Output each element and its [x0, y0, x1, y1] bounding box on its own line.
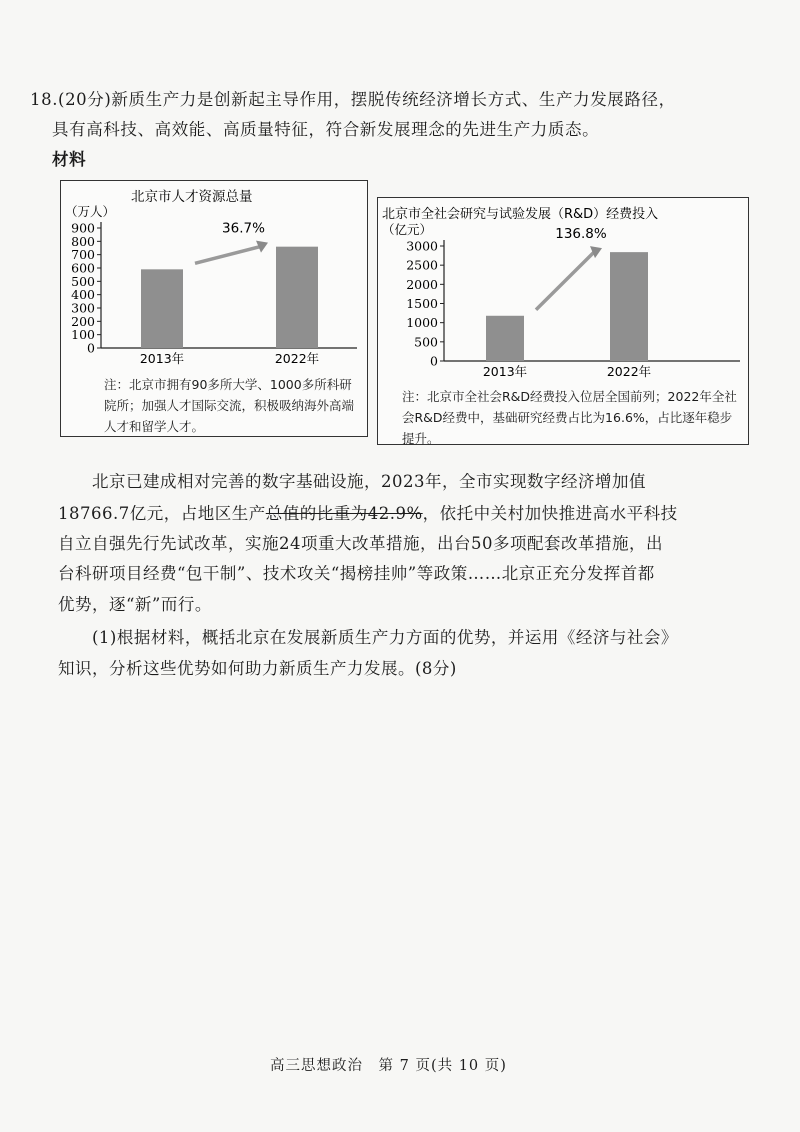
y-tick-label: 500	[414, 334, 438, 350]
y-tick-label: 0	[87, 340, 95, 356]
x-tick-label: 2013年	[482, 364, 528, 379]
y-tick-label: 700	[71, 247, 95, 263]
sub-question-line-2: 知识，分析这些优势如何助力新质生产力发展。(8分)	[58, 659, 457, 678]
y-tick-label: 300	[71, 300, 95, 316]
bar-1	[141, 269, 183, 348]
y-tick-label: 900	[71, 220, 95, 236]
x-tick-label: 2013年	[139, 351, 185, 366]
question-text-1: 18.(20分)新质生产力是创新起主导作用，摆脱传统经济增长方式、生产力发展路径，	[30, 90, 676, 109]
rd-chart-bars	[483, 226, 651, 379]
rd-chart-note: 注：北京市全社会R&D经费投入位居全国前列；2022年全社会R&D经费中，基础研究经费占比为16.6%，占比逐年稳步提升。	[402, 389, 737, 446]
y-tick-label: 100	[71, 327, 95, 343]
material-line-5: 优势，逐“新”而行。	[58, 595, 212, 614]
y-tick-label: 800	[71, 233, 95, 249]
material-heading: 材料	[52, 150, 87, 169]
question-line-2	[52, 116, 599, 140]
y-tick-label: 600	[71, 260, 95, 276]
y-tick-label: 0	[430, 353, 438, 369]
rd-chart-axis	[406, 239, 740, 369]
rd-chart-unit: （亿元）	[382, 222, 433, 237]
rd-chart-title: 北京市全社会研究与试验发展（R&D）经费投入	[382, 207, 659, 222]
question-text-2: 具有高科技、高效能、高质量特征，符合新发展理念的先进生产力质态。	[52, 120, 600, 139]
question-line-1	[30, 86, 676, 110]
material-line-2	[58, 500, 678, 524]
talent-chart-bars	[140, 221, 319, 366]
material-line-2a: 18766.7亿元，占地区生产	[58, 504, 266, 523]
material-line-3: 自立自强先行先试改革，实施24项重大改革措施，出台50多项配套改革措施，出	[58, 534, 663, 553]
bar-2	[610, 252, 648, 361]
y-tick-label: 400	[71, 287, 95, 303]
talent-chart-box	[60, 180, 368, 437]
y-tick-label: 500	[71, 273, 95, 289]
rd-chart-box	[377, 197, 749, 445]
material-line-2b-crossed: 总值的比重为42.9%	[265, 504, 423, 523]
talent-bar-chart	[61, 181, 367, 371]
y-tick-label: 1500	[406, 296, 438, 311]
y-tick-label: 2000	[406, 276, 438, 292]
y-tick-label: 3000	[406, 238, 438, 254]
material-line-2c: ，依托中关村加快推进高水平科技	[422, 504, 678, 523]
talent-chart-unit: （万人）	[65, 204, 116, 219]
x-tick-label: 2022年	[274, 351, 320, 366]
bar-1	[486, 316, 524, 361]
y-tick-label: 1000	[406, 315, 438, 331]
growth-arrow-shaft	[195, 247, 260, 264]
rd-bar-chart	[378, 198, 748, 388]
talent-chart-note: 注：北京市拥有90多所大学、1000多所科研院所；加强人才国际交流，积极吸纳海外高端人才和留学人才。	[104, 377, 355, 434]
bar-2	[276, 247, 318, 348]
talent-chart-title: 北京市人才资源总量	[131, 189, 253, 205]
y-tick-label: 2500	[406, 257, 438, 273]
material-line-4: 台科研项目经费“包干制”、技术攻关“揭榜挂帅”等政策……北京正充分发挥首都	[58, 564, 655, 583]
growth-annotation: 136.8%	[555, 226, 607, 243]
growth-annotation: 36.7%	[222, 220, 265, 237]
sub-question-line-1: (1)根据材料，概括北京在发展新质生产力方面的优势，并运用《经济与社会》	[92, 628, 678, 647]
growth-arrow-shaft	[536, 252, 594, 310]
y-tick-label: 200	[71, 313, 95, 329]
x-tick-label: 2022年	[606, 364, 652, 379]
page-footer: 高三思想政治 第 7 页(共 10 页)	[270, 1058, 507, 1074]
material-line-1: 北京已建成相对完善的数字基础设施，2023年，全市实现数字经济增加值	[92, 472, 646, 491]
